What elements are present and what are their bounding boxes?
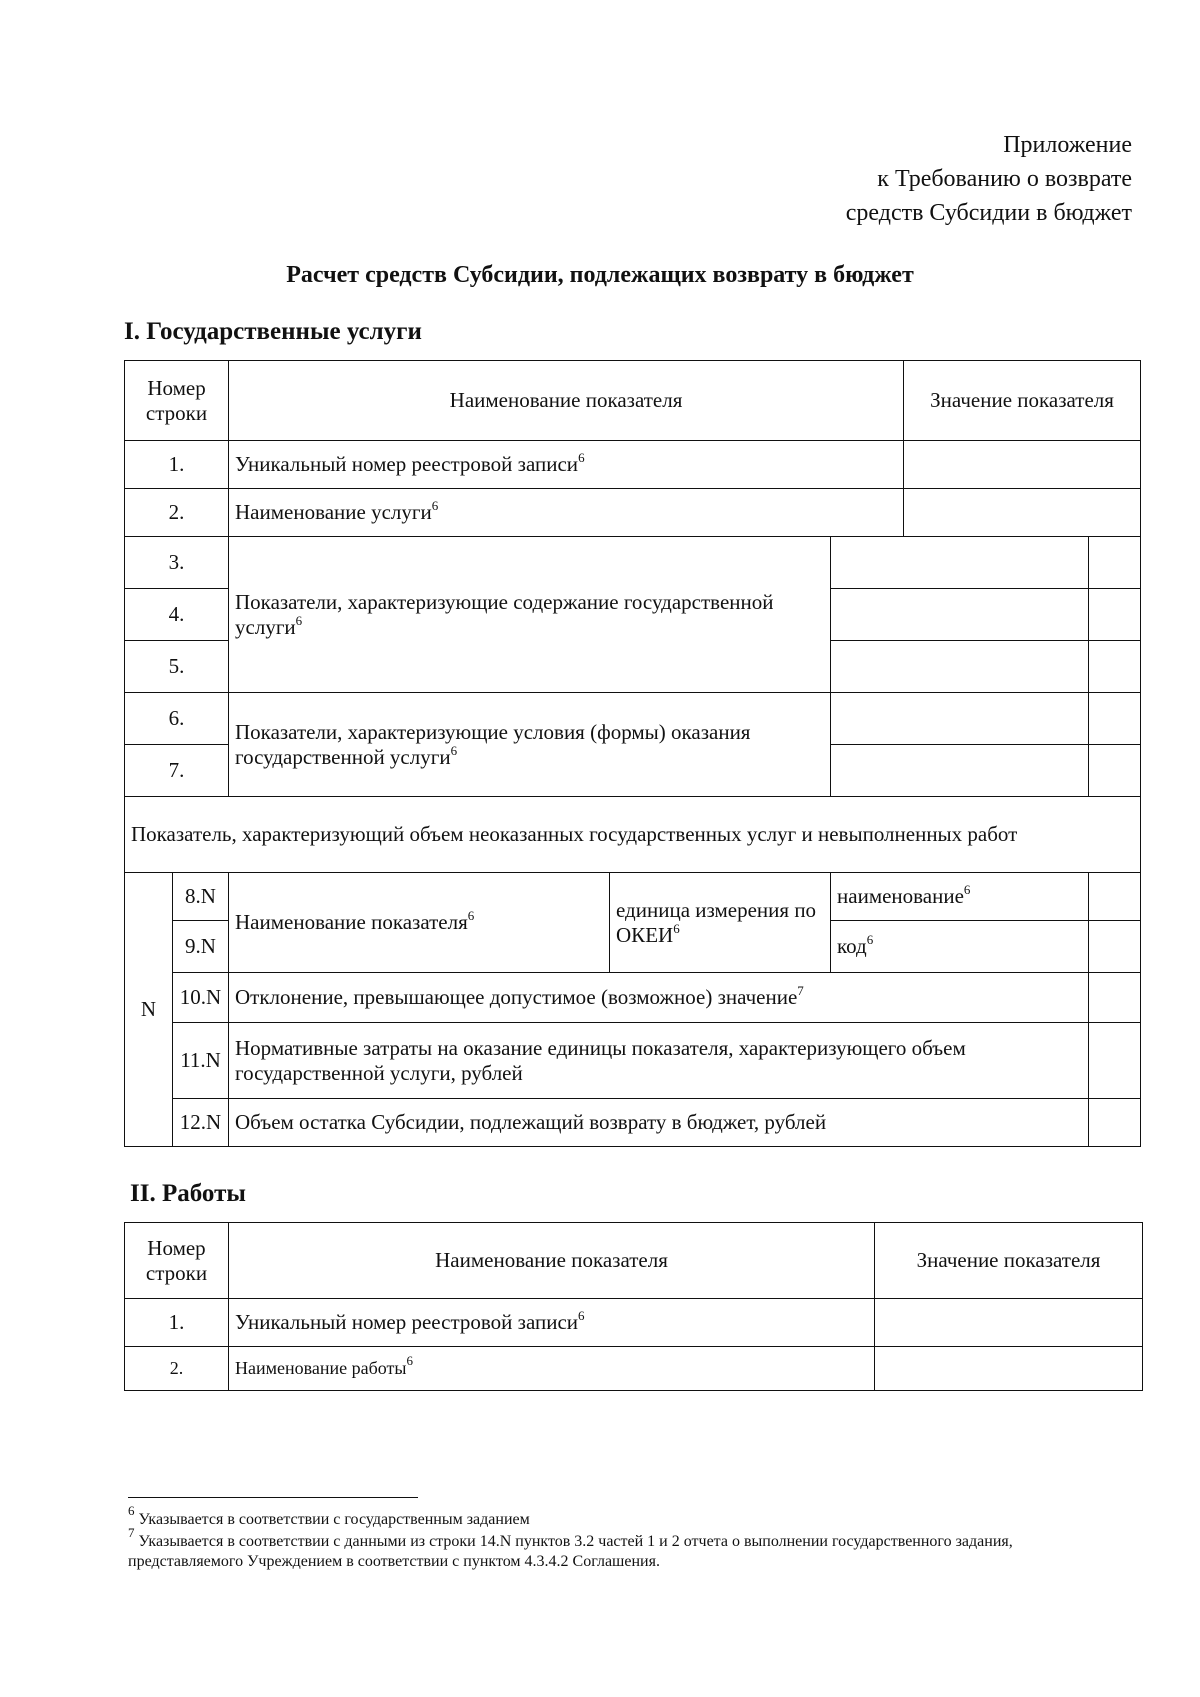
row-1-value xyxy=(904,441,1141,489)
row-8n-value xyxy=(1089,873,1141,921)
row-6-value xyxy=(1089,693,1141,745)
row-10n-value xyxy=(1089,973,1141,1023)
col-header-value: Значение показателя xyxy=(904,361,1141,441)
row-10n-number: 10.N xyxy=(173,973,229,1023)
col-header-name: Наименование показателя xyxy=(229,361,904,441)
unit-code-label: код$^6$ xyxy=(831,921,1089,973)
row-4-number: 4. xyxy=(125,589,229,641)
row-6-number: 6. xyxy=(125,693,229,745)
row-8n-9n-label: Наименование показателя$^6$ xyxy=(229,873,610,973)
s2-row-1-value xyxy=(875,1299,1143,1347)
row-9n-value xyxy=(1089,921,1141,973)
row-5-value xyxy=(1089,641,1141,693)
footnote-separator xyxy=(128,1497,418,1498)
n-index-cell: N xyxy=(125,873,173,1147)
row-12n-value xyxy=(1089,1099,1141,1147)
row-11n-number: 11.N xyxy=(173,1023,229,1099)
s2-row-1-label: Уникальный номер реестровой записи$^6$ xyxy=(229,1299,875,1347)
s2-col-header-row-no: Номер строки xyxy=(125,1223,229,1299)
row-12n-number: 12.N xyxy=(173,1099,229,1147)
row-11n-label: Нормативные затраты на оказание единицы показателя, характеризующего объем государственной услуги, рублей xyxy=(229,1023,1089,1099)
row-7-value xyxy=(1089,745,1141,797)
col-header-row-no: Номер строки xyxy=(125,361,229,441)
s2-row-1-number: 1. xyxy=(125,1299,229,1347)
volume-indicator-header: Показатель, характеризующий объем неоказанных государственных услуг и невыполненных работ xyxy=(125,797,1141,873)
s2-row-2-value xyxy=(875,1347,1143,1391)
row-12n-label: Объем остатка Субсидии, подлежащий возврату в бюджет, рублей xyxy=(229,1099,1089,1147)
row-1-number: 1. xyxy=(125,441,229,489)
s2-col-header-name: Наименование показателя xyxy=(229,1223,875,1299)
s2-row-2-label: Наименование работы$^6$ xyxy=(229,1347,875,1391)
row-6-7-label: Показатели, характеризующие условия (формы) оказания государственной услуги$^6$ xyxy=(229,693,831,797)
s2-row-2-number: 2. xyxy=(125,1347,229,1391)
row-8n-number: 8.N xyxy=(173,873,229,921)
row-3-sub xyxy=(831,537,1089,589)
s2-col-header-value: Значение показателя xyxy=(875,1223,1143,1299)
row-10n-label: Отклонение, превышающее допустимое (возможное) значение$^7$ xyxy=(229,973,1089,1023)
row-2-number: 2. xyxy=(125,489,229,537)
row-11n-value xyxy=(1089,1023,1141,1099)
row-3-value xyxy=(1089,537,1141,589)
section-2-table xyxy=(124,1222,1143,1391)
row-4-value xyxy=(1089,589,1141,641)
row-2-label: Наименование услуги$^6$ xyxy=(229,489,904,537)
document-title: Расчет средств Субсидии, подлежащих возврату в бюджет xyxy=(286,262,914,288)
row-5-number: 5. xyxy=(125,641,229,693)
row-9n-number: 9.N xyxy=(173,921,229,973)
row-3-5-label: Показатели, характеризующие содержание государственной услуги$^6$ xyxy=(229,537,831,693)
row-4-sub xyxy=(831,589,1089,641)
section-1-heading: I. Государственные услуги xyxy=(124,318,422,345)
row-7-number: 7. xyxy=(125,745,229,797)
footnote-6: $^6$ Указывается в соответствии с государственным заданием xyxy=(128,1503,530,1528)
row-1-label: Уникальный номер реестровой записи$^6$ xyxy=(229,441,904,489)
row-2-value xyxy=(904,489,1141,537)
annex-line-1: Приложение xyxy=(1003,132,1132,158)
annex-block xyxy=(846,128,1132,230)
row-7-sub xyxy=(831,745,1089,797)
row-6-sub xyxy=(831,693,1089,745)
footnote-7: $^7$ Указывается в соответствии с данными из строки 14.N пунктов 3.2 частей 1 и 2 отчета о выполнении государственного задания, представляемого Учреждением в соответствии с пунктом 4.3.4.2 Соглашения. xyxy=(128,1525,1013,1570)
unit-name-label: наименование$^6$ xyxy=(831,873,1089,921)
annex-line-2: к Требованию о возврате xyxy=(877,166,1132,192)
unit-okei-label: единица измерения по ОКЕИ$^6$ xyxy=(610,873,831,973)
section-1-table xyxy=(124,360,1141,1147)
row-5-sub xyxy=(831,641,1089,693)
annex-line-3: средств Субсидии в бюджет xyxy=(845,200,1132,226)
section-2-heading: II. Работы xyxy=(130,1180,246,1207)
row-3-number: 3. xyxy=(125,537,229,589)
